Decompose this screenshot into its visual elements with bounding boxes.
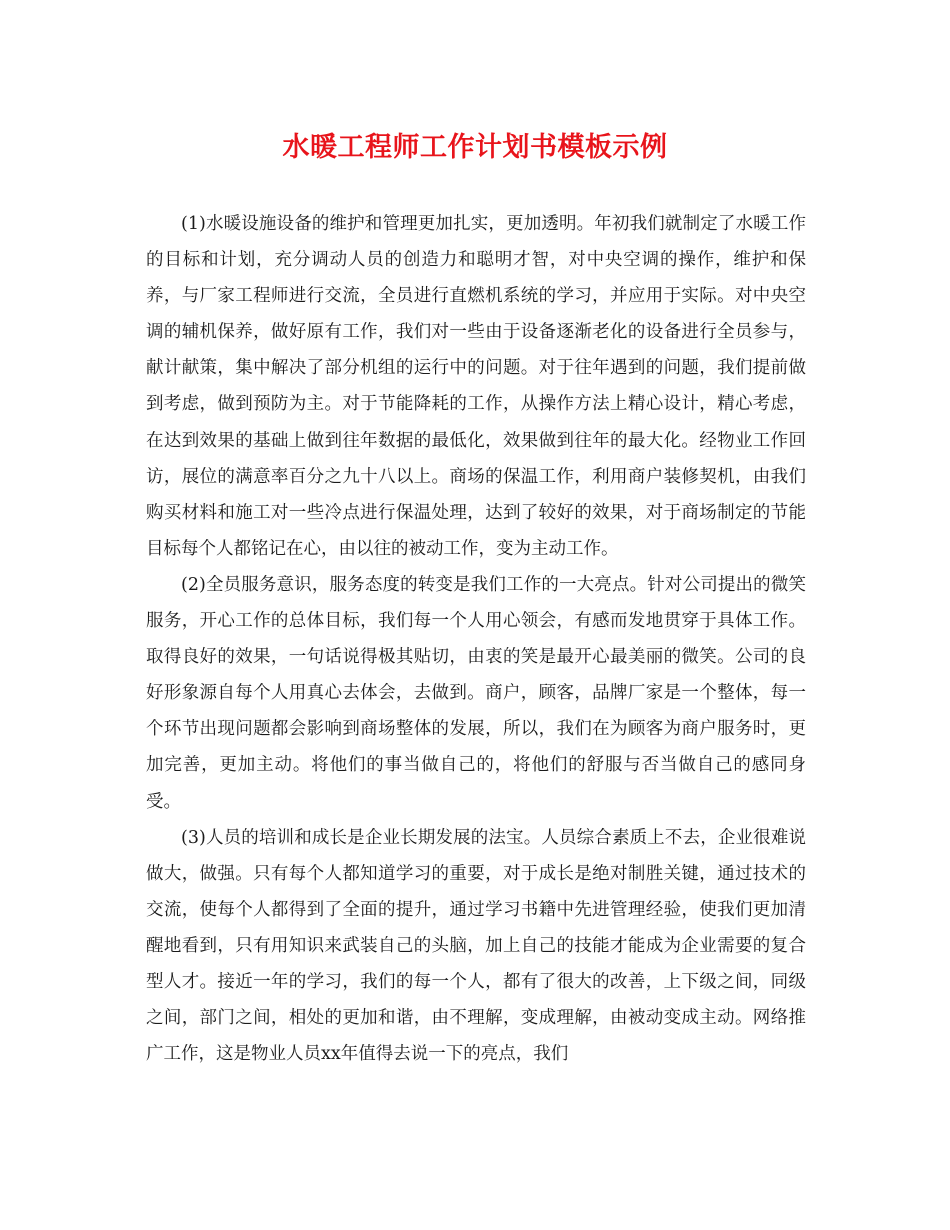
document-title: 水暖工程师工作计划书模板示例 [282, 132, 668, 163]
paragraph-3: (3)人员的培训和成长是企业长期发展的法宝。人员综合素质上不去，企业很难说做大，做强。只有每个人都知道学习的重要，对于成长是绝对制胜关键，通过技术的交流，使每个人都得到了全面的提升，通过学习书籍中先进管理经验，使我们更加清醒地看到，只有用知识来武装自己的头脑，加上自己的技能才能成为企业需要的复合型人才。接近一年的学习，我们的每一个人，都有了很大的改善，上下级之间，同级之间，部门之间，相处的更加和谐，由不理解，变成理解，由被动变成主动。网络推广工作，这是物业人员xx年值得去说一下的亮点，我们 [146, 827, 806, 1065]
document-body [146, 206, 806, 1072]
paragraph-2: (2)全员服务意识，服务态度的转变是我们工作的一大亮点。针对公司提出的微笑服务，开心工作的总体目标，我们每一个人用心领会，有感而发地贯穿于具体工作。取得良好的效果，一句话说得极其贴切，由衷的笑是最开心最美丽的微笑。公司的良好形象源自每个人用真心去体会，去做到。商户，顾客，品牌厂家是一个整体，每一个环节出现问题都会影响到商场整体的发展，所以，我们在为顾客为商户服务时，更加完善，更加主动。将他们的事当做自己的，将他们的舒服与否当做自己的感同身受。 [146, 574, 806, 812]
paragraph-1: (1)水暖设施设备的维护和管理更加扎实，更加透明。年初我们就制定了水暖工作的目标和计划，充分调动人员的创造力和聪明才智，对中央空调的操作，维护和保养，与厂家工程师进行交流，全员进行直燃机系统的学习，并应用于实际。对中央空调的辅机保养，做好原有工作，我们对一些由于设备逐渐老化的设备进行全员参与，献计献策，集中解决了部分机组的运行中的问题。对于往年遇到的问题，我们提前做到考虑，做到预防为主。对于节能降耗的工作，从操作方法上精心设计，精心考虑，在达到效果的基础上做到往年数据的最低化，效果做到往年的最大化。经物业工作回访，展位的满意率百分之九十八以上。商场的保温工作，利用商户装修契机，由我们购买材料和施工对一些冷点进行保温处理，达到了较好的效果，对于商场制定的节能目标每个人都铭记在心，由以往的被动工作，变为主动工作。 [146, 214, 806, 559]
